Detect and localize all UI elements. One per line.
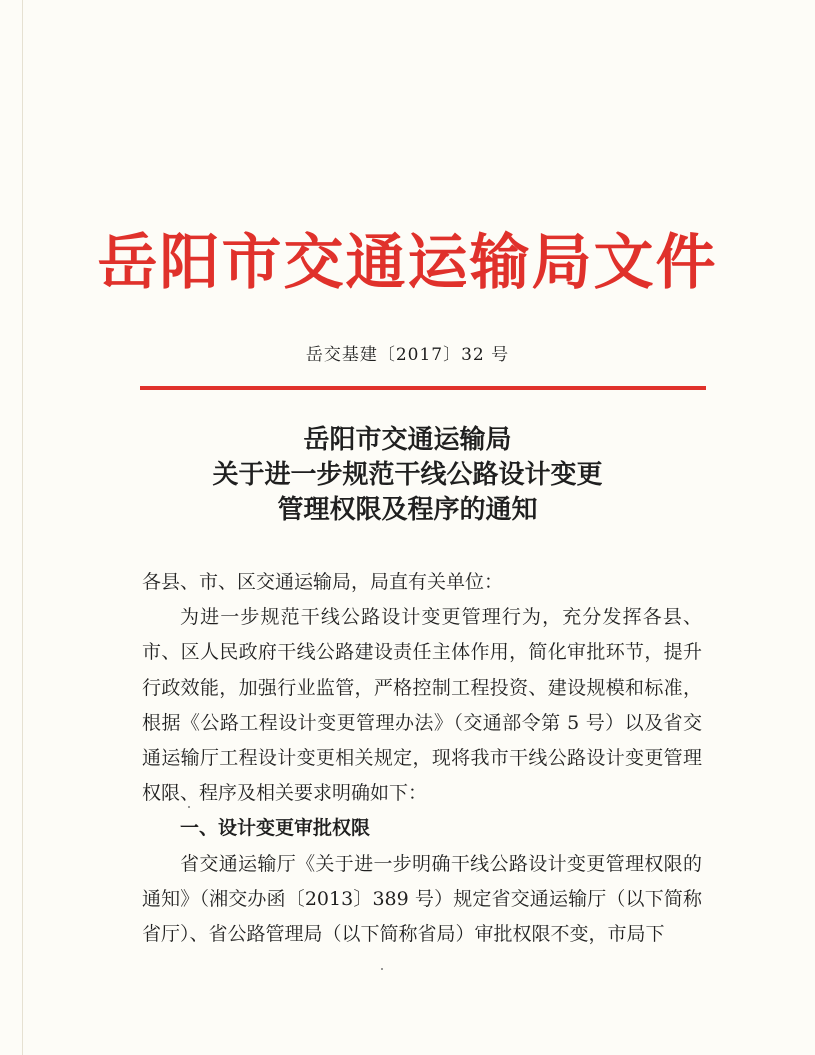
document-body	[142, 565, 702, 952]
issuing-authority-title: 岳阳市交通运输局文件	[97, 228, 718, 298]
body-paragraph-1: 为进一步规范干线公路设计变更管理行为，充分发挥各县、市、区人民政府干线公路建设责任主体作用，简化审批环节，提升行政效能，加强行业监管，严格控制工程投资、建设规模和标准，根据《公路工程设计变更管理办法》（交通部令第 5 号）以及省交通运输厅工程设计变更相关规定，现将我市干线公路设计变更管理权限、程序及相关要求明确如下：	[142, 606, 702, 805]
scan-speck	[188, 806, 190, 808]
salutation: 各县、市、区交通运输局，局直有关单位：	[142, 571, 504, 593]
title-line-1: 岳阳市交通运输局	[303, 425, 512, 455]
scan-speck	[381, 968, 383, 970]
red-header-rule	[140, 386, 706, 390]
section-heading-1: 一、设计变更审批权限	[180, 817, 371, 840]
document-number: 岳交基建〔2017〕32 号	[305, 345, 510, 365]
title-line-3: 管理权限及程序的通知	[277, 495, 538, 525]
document-title	[0, 423, 815, 528]
body-paragraph-2: 省交通运输厅《关于进一步明确干线公路设计变更管理权限的通知》（湘交办函〔2013〕389 号）规定省交通运输厅（以下简称省厅）、省公路管理局（以下简称省局）审批权限不变，市局下	[142, 852, 702, 946]
title-line-2: 关于进一步规范干线公路设计变更	[212, 460, 603, 490]
